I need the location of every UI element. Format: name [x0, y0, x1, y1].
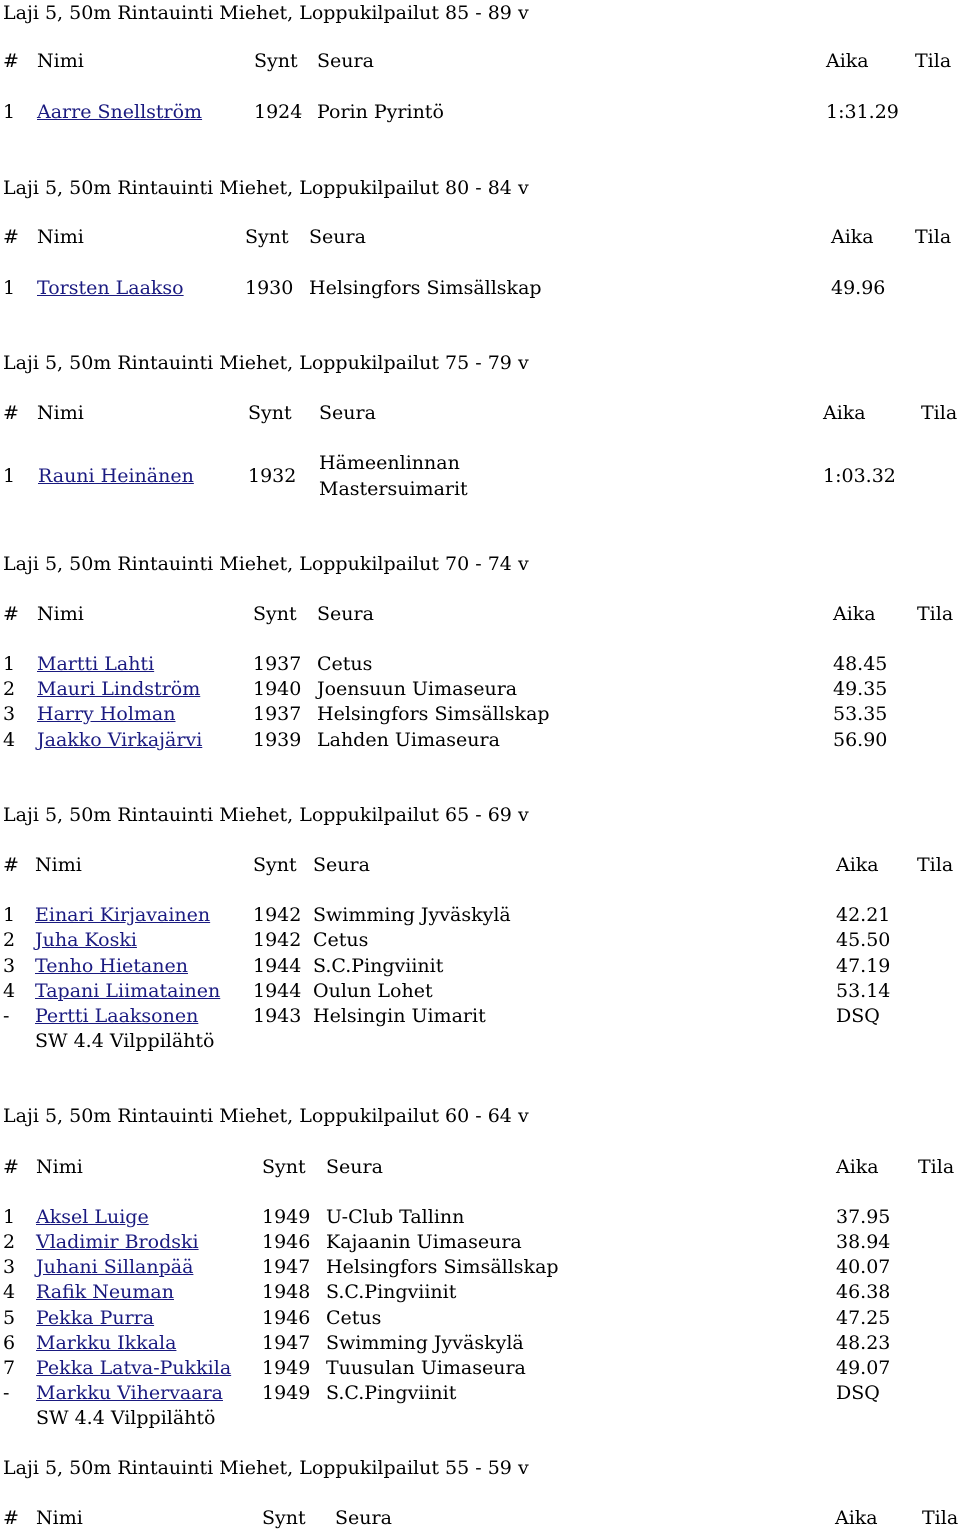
header-club: Seura	[309, 226, 366, 248]
header-name: Nimi	[37, 402, 84, 424]
birth-year: 1937	[253, 703, 302, 725]
birth-year: 1939	[253, 729, 302, 751]
club: Swimming Jyväskylä	[313, 904, 511, 926]
club: Cetus	[326, 1307, 382, 1329]
time: 1:31.29	[826, 101, 899, 123]
header-status: Tila	[921, 402, 958, 424]
header-club: Seura	[335, 1507, 392, 1529]
time: 40.07	[836, 1256, 891, 1278]
club: Cetus	[313, 929, 369, 951]
athlete-link[interactable]: Jaakko Virkajärvi	[37, 729, 203, 751]
header-name: Nimi	[37, 226, 84, 248]
header-year: Synt	[253, 603, 297, 625]
place: 5	[3, 1307, 16, 1329]
section-title: Laji 5, 50m Rintauinti Miehet, Loppukilpailut 60 - 64 v	[3, 1105, 529, 1127]
time: 53.35	[833, 703, 888, 725]
header-status: Tila	[922, 1507, 959, 1529]
dsq-note: SW 4.4 Vilppilähtö	[35, 1030, 215, 1052]
place: 1	[3, 904, 16, 926]
time: 46.38	[836, 1281, 891, 1303]
time: 47.25	[836, 1307, 891, 1329]
birth-year: 1932	[248, 465, 297, 487]
birth-year: 1946	[262, 1231, 311, 1253]
section-title: Laji 5, 50m Rintauinti Miehet, Loppukilpailut 70 - 74 v	[3, 553, 529, 575]
club: Oulun Lohet	[313, 980, 433, 1002]
birth-year: 1947	[262, 1332, 311, 1354]
place: 3	[3, 1256, 16, 1278]
time: 53.14	[836, 980, 891, 1002]
club: Helsingin Uimarit	[313, 1005, 486, 1027]
birth-year: 1949	[262, 1357, 311, 1379]
header-year: Synt	[248, 402, 292, 424]
header-status: Tila	[917, 603, 954, 625]
club: Kajaanin Uimaseura	[326, 1231, 522, 1253]
header-num: #	[3, 854, 19, 876]
athlete-link[interactable]: Martti Lahti	[37, 653, 155, 675]
club: Helsingfors Simsällskap	[326, 1256, 559, 1278]
header-num: #	[3, 1156, 19, 1178]
club: Tuusulan Uimaseura	[326, 1357, 526, 1379]
header-status: Tila	[917, 854, 954, 876]
athlete-link[interactable]: Markku Vihervaara	[36, 1382, 223, 1404]
birth-year: 1924	[254, 101, 303, 123]
section-title: Laji 5, 50m Rintauinti Miehet, Loppukilpailut 80 - 84 v	[3, 177, 529, 199]
time: 49.96	[831, 277, 886, 299]
section-title: Laji 5, 50m Rintauinti Miehet, Loppukilpailut 85 - 89 v	[3, 2, 529, 24]
place: 2	[3, 1231, 16, 1253]
time: 49.35	[833, 678, 888, 700]
header-year: Synt	[245, 226, 289, 248]
time: DSQ	[836, 1382, 880, 1404]
place: 6	[3, 1332, 16, 1354]
time: 49.07	[836, 1357, 891, 1379]
time: 1:03.32	[823, 465, 896, 487]
place: -	[3, 1005, 10, 1027]
athlete-link[interactable]: Einari Kirjavainen	[35, 904, 211, 926]
header-club: Seura	[319, 402, 376, 424]
time: DSQ	[836, 1005, 880, 1027]
club: Helsingfors Simsällskap	[309, 277, 542, 299]
birth-year: 1942	[253, 929, 302, 951]
place: 1	[3, 1206, 16, 1228]
header-time: Aika	[826, 50, 869, 72]
header-club: Seura	[317, 50, 374, 72]
athlete-link[interactable]: Mauri Lindström	[37, 678, 201, 700]
club: S.C.Pingviinit	[326, 1382, 457, 1404]
place: 2	[3, 929, 16, 951]
header-num: #	[3, 226, 19, 248]
club: Cetus	[317, 653, 373, 675]
header-name: Nimi	[36, 1507, 83, 1529]
athlete-link[interactable]: Juhani Sillanpää	[36, 1256, 194, 1278]
athlete-link[interactable]: Juha Koski	[35, 929, 137, 951]
athlete-link[interactable]: Tenho Hietanen	[35, 955, 188, 977]
athlete-link[interactable]: Vladimir Brodski	[36, 1231, 199, 1253]
birth-year: 1944	[253, 955, 302, 977]
header-name: Nimi	[37, 603, 84, 625]
birth-year: 1942	[253, 904, 302, 926]
club: Joensuun Uimaseura	[317, 678, 518, 700]
header-name: Nimi	[36, 1156, 83, 1178]
time: 42.21	[836, 904, 891, 926]
club-line-2: Mastersuimarit	[319, 478, 468, 500]
athlete-link[interactable]: Aarre Snellström	[37, 101, 203, 123]
birth-year: 1937	[253, 653, 302, 675]
header-club: Seura	[313, 854, 370, 876]
header-num: #	[3, 603, 19, 625]
place: 1	[3, 465, 16, 487]
birth-year: 1930	[245, 277, 294, 299]
athlete-link[interactable]: Pertti Laaksonen	[35, 1005, 199, 1027]
time: 45.50	[836, 929, 891, 951]
athlete-link[interactable]: Tapani Liimatainen	[35, 980, 221, 1002]
club: Helsingfors Simsällskap	[317, 703, 550, 725]
time: 48.45	[833, 653, 888, 675]
club: Lahden Uimaseura	[317, 729, 500, 751]
birth-year: 1948	[262, 1281, 311, 1303]
birth-year: 1947	[262, 1256, 311, 1278]
header-time: Aika	[835, 1507, 878, 1529]
header-name: Nimi	[35, 854, 82, 876]
birth-year: 1944	[253, 980, 302, 1002]
club: S.C.Pingviinit	[313, 955, 444, 977]
dsq-note: SW 4.4 Vilppilähtö	[36, 1407, 216, 1429]
athlete-link[interactable]: Aksel Luige	[36, 1206, 149, 1228]
header-status: Tila	[915, 226, 952, 248]
athlete-link[interactable]: Pekka Latva-Pukkila	[36, 1357, 232, 1379]
place: 1	[3, 101, 16, 123]
header-num: #	[3, 1507, 19, 1529]
athlete-link[interactable]: Rafik Neuman	[36, 1281, 174, 1303]
birth-year: 1943	[253, 1005, 302, 1027]
header-club: Seura	[326, 1156, 383, 1178]
club: Porin Pyrintö	[317, 101, 444, 123]
header-name: Nimi	[37, 50, 84, 72]
time: 56.90	[833, 729, 888, 751]
place: 1	[3, 653, 16, 675]
header-time: Aika	[836, 854, 879, 876]
athlete-link[interactable]: Harry Holman	[37, 703, 176, 725]
header-time: Aika	[823, 402, 866, 424]
place: 3	[3, 955, 16, 977]
place: 7	[3, 1357, 16, 1379]
birth-year: 1940	[253, 678, 302, 700]
header-status: Tila	[918, 1156, 955, 1178]
birth-year: 1946	[262, 1307, 311, 1329]
header-num: #	[3, 50, 19, 72]
athlete-link[interactable]: Markku Ikkala	[36, 1332, 177, 1354]
birth-year: 1949	[262, 1206, 311, 1228]
header-year: Synt	[262, 1156, 306, 1178]
club: S.C.Pingviinit	[326, 1281, 457, 1303]
header-year: Synt	[254, 50, 298, 72]
header-time: Aika	[831, 226, 874, 248]
header-time: Aika	[833, 603, 876, 625]
place: 3	[3, 703, 16, 725]
time: 47.19	[836, 955, 891, 977]
time: 38.94	[836, 1231, 891, 1253]
place: 4	[3, 980, 16, 1002]
place: 2	[3, 678, 16, 700]
header-year: Synt	[262, 1507, 306, 1529]
place: 4	[3, 1281, 16, 1303]
section-title: Laji 5, 50m Rintauinti Miehet, Loppukilpailut 65 - 69 v	[3, 804, 529, 826]
place: 1	[3, 277, 16, 299]
club: U-Club Tallinn	[326, 1206, 465, 1228]
place: 4	[3, 729, 16, 751]
birth-year: 1949	[262, 1382, 311, 1404]
club: Swimming Jyväskylä	[326, 1332, 524, 1354]
section-title: Laji 5, 50m Rintauinti Miehet, Loppukilpailut 75 - 79 v	[3, 352, 529, 374]
athlete-link[interactable]: Pekka Purra	[36, 1307, 155, 1329]
club-line-1: Hämeenlinnan	[319, 452, 460, 474]
header-club: Seura	[317, 603, 374, 625]
header-status: Tila	[915, 50, 952, 72]
header-time: Aika	[836, 1156, 879, 1178]
athlete-link[interactable]: Rauni Heinänen	[38, 465, 194, 487]
time: 48.23	[836, 1332, 891, 1354]
place: -	[3, 1382, 10, 1404]
time: 37.95	[836, 1206, 891, 1228]
header-year: Synt	[253, 854, 297, 876]
athlete-link[interactable]: Torsten Laakso	[37, 277, 184, 299]
header-num: #	[3, 402, 19, 424]
section-title: Laji 5, 50m Rintauinti Miehet, Loppukilpailut 55 - 59 v	[3, 1457, 529, 1479]
